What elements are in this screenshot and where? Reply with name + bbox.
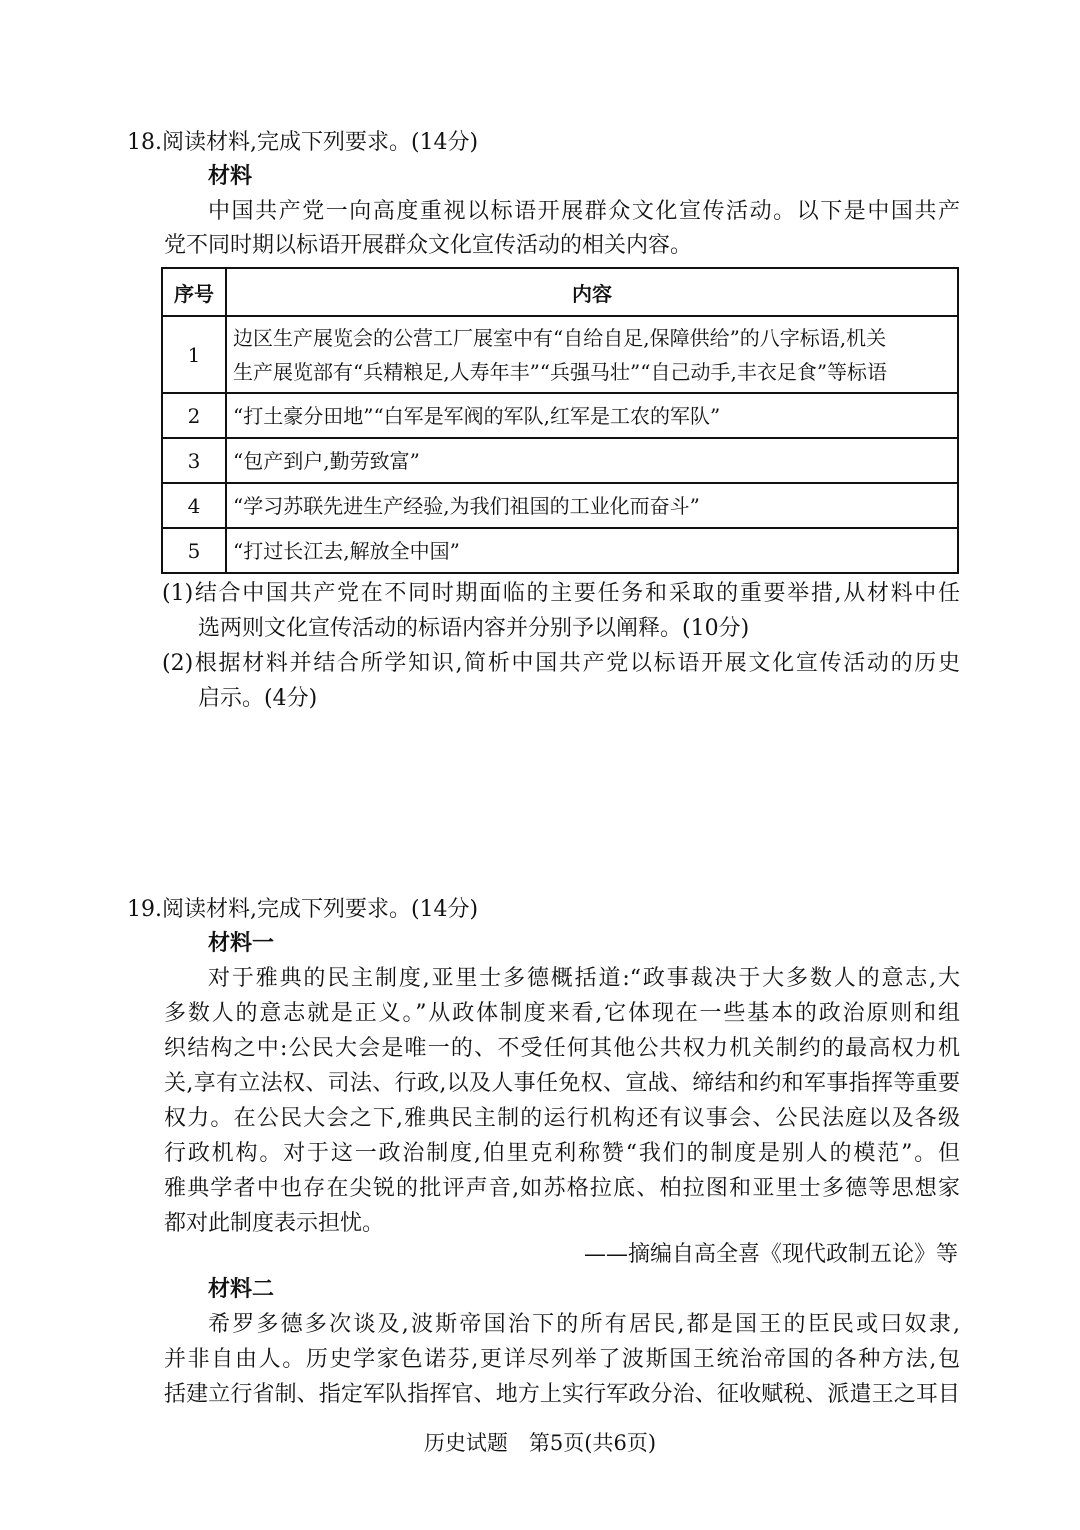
q19-material1-line: 都对此制度表示担忧。 <box>164 1211 385 1236</box>
q18-material-label: 材料 <box>208 164 253 189</box>
q19-material1-source: ——摘编自高全喜《现代政制五论》等 <box>583 1242 958 1267</box>
q19-material2-line: 希罗多德多次谈及,波斯帝国治下的所有居民,都是国王的臣民或曰奴隶, <box>208 1312 960 1337</box>
row-content <box>226 316 958 393</box>
table-row <box>162 316 958 393</box>
q18-subquestion-1-line-1: (1)结合中国共产党在不同时期面临的主要任务和采取的重要举措,从材料中任 <box>162 581 960 606</box>
q18-subquestion-2-line-2: 启示。(4分) <box>198 686 318 711</box>
q19-material1-line: 权力。在公民大会之下,雅典民主制的运行机构还有议事会、公民法庭以及各级 <box>164 1106 960 1131</box>
row-content: “学习苏联先进生产经验,为我们祖国的工业化而奋斗” <box>226 483 958 528</box>
row-content-line: 生产展览部有“兵精粮足,人寿年丰”“兵强马壮”“自己动手,丰衣足食”等标语 <box>233 359 888 384</box>
slogan-table <box>161 267 959 574</box>
q19-material1-line: 关,享有立法权、司法、行政,以及人事任免权、宣战、缔结和约和军事指挥等重要 <box>164 1071 960 1096</box>
row-number: 5 <box>162 528 226 573</box>
q18-title: 18.阅读材料,完成下列要求。(14分) <box>127 130 479 155</box>
row-number: 1 <box>162 316 226 393</box>
row-content: “包产到户,勤劳致富” <box>226 438 958 483</box>
row-content: “打过长江去,解放全中国” <box>226 528 958 573</box>
page-footer: 历史试题 第5页(共6页) <box>423 1431 657 1455</box>
q18-intro-line-1: 中国共产党一向高度重视以标语开展群众文化宣传活动。以下是中国共产 <box>208 199 960 224</box>
q19-material2-line: 括建立行省制、指定军队指挥官、地方上实行军政分治、征收赋税、派遣王之耳目 <box>164 1382 960 1407</box>
q19-material1-label: 材料一 <box>208 931 275 956</box>
table-row <box>162 438 958 483</box>
q18-intro-line-2: 党不同时期以标语开展群众文化宣传活动的相关内容。 <box>164 233 693 258</box>
table-header-content: 内容 <box>226 268 958 316</box>
q19-material1-line: 行政机构。对于这一政治制度,伯里克利称赞“我们的制度是别人的模范”。但 <box>164 1141 960 1166</box>
row-content-line: 边区生产展览会的公营工厂展室中有“自给自足,保障供给”的八字标语,机关 <box>233 325 887 350</box>
row-content: “打土豪分田地”“白军是军阀的军队,红军是工农的军队” <box>226 393 958 438</box>
q19-title: 19.阅读材料,完成下列要求。(14分) <box>127 897 479 922</box>
table-row <box>162 393 958 438</box>
row-number: 4 <box>162 483 226 528</box>
row-number: 2 <box>162 393 226 438</box>
q19-material2-label: 材料二 <box>208 1277 275 1302</box>
table-header-number: 序号 <box>162 268 226 316</box>
q19-material1-line: 雅典学者中也存在尖锐的批评声音,如苏格拉底、柏拉图和亚里士多德等思想家 <box>164 1176 960 1201</box>
q18-subquestion-1-line-2: 选两则文化宣传活动的标语内容并分别予以阐释。(10分) <box>198 616 750 641</box>
q19-material1-line: 多数人的意志就是正义。”从政体制度来看,它体现在一些基本的政治原则和组 <box>164 1001 960 1026</box>
row-number: 3 <box>162 438 226 483</box>
q18-subquestion-2-line-1: (2)根据材料并结合所学知识,简析中国共产党以标语开展文化宣传活动的历史 <box>162 651 960 676</box>
q19-material2-line: 并非自由人。历史学家色诺芬,更详尽列举了波斯国王统治帝国的各种方法,包 <box>164 1347 960 1372</box>
q19-material1-line: 织结构之中:公民大会是唯一的、不受任何其他公共权力机关制约的最高权力机 <box>164 1036 960 1061</box>
q19-material1-line: 对于雅典的民主制度,亚里士多德概括道:“政事裁决于大多数人的意志,大 <box>208 966 960 991</box>
table-row <box>162 528 958 573</box>
table-row <box>162 483 958 528</box>
